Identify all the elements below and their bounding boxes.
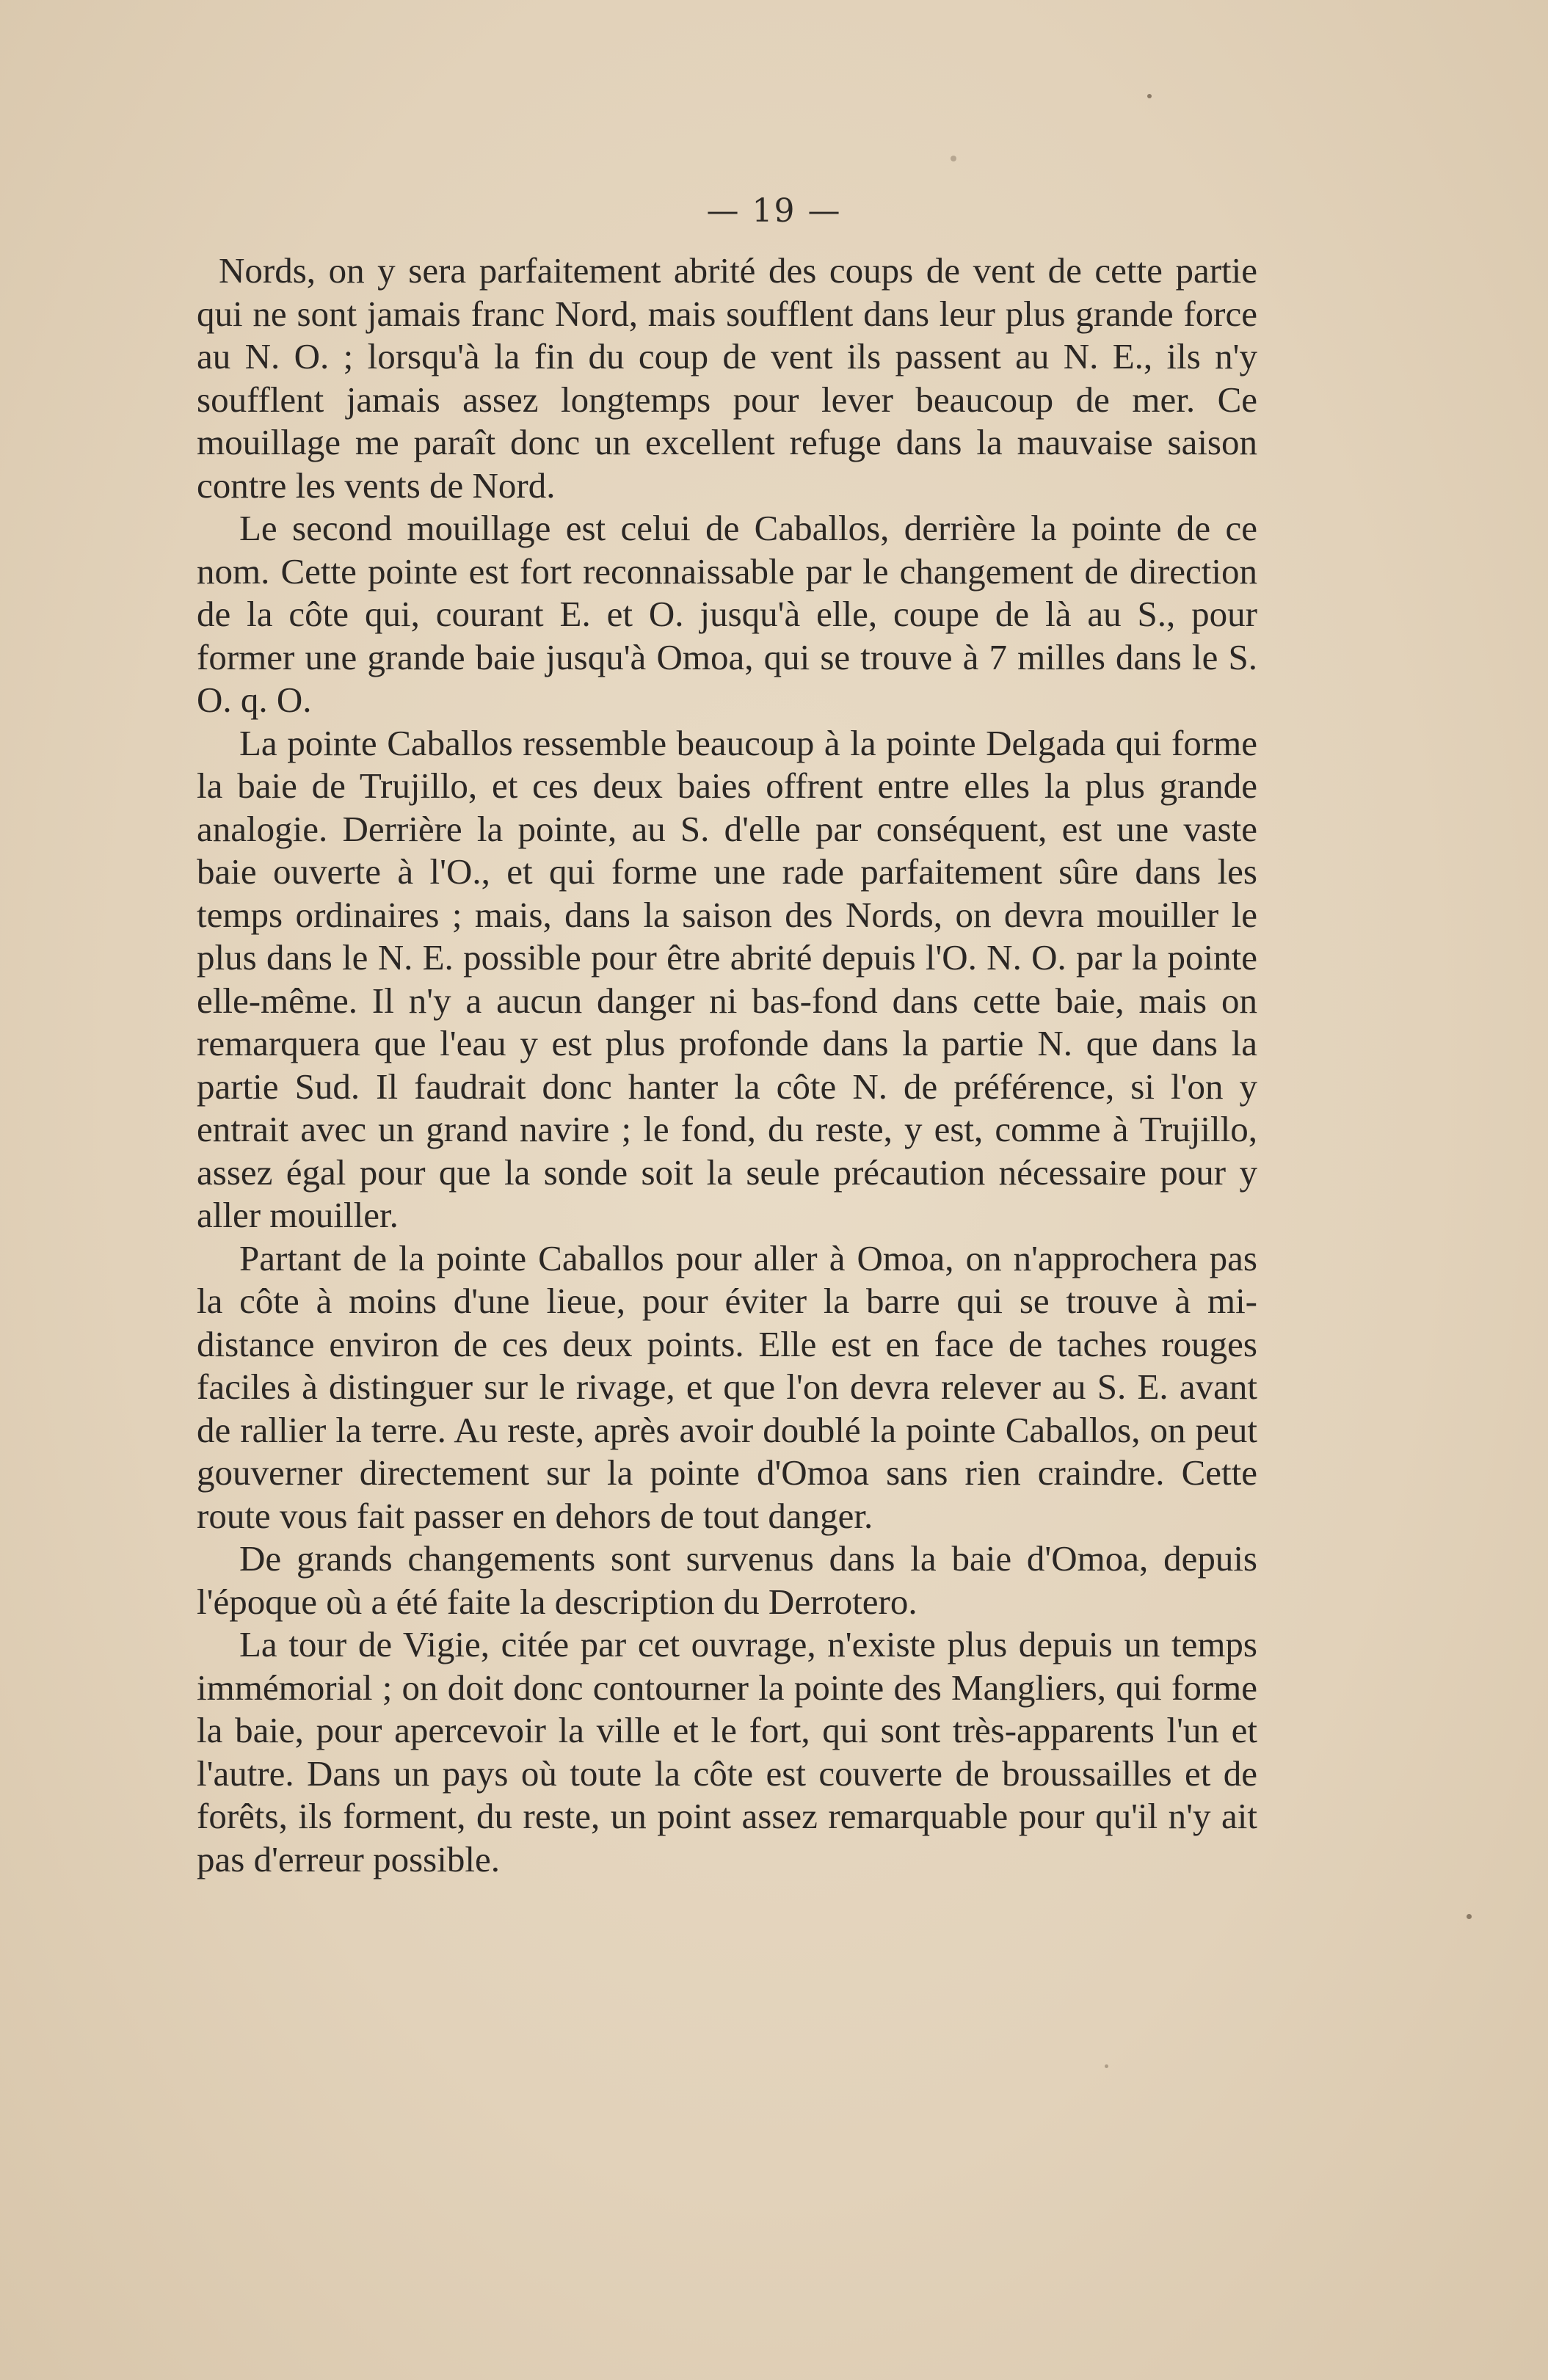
paragraph-4: Partant de la pointe Caballos pour aller à Omoa, on n'approchera pas la côte à moins d'une lieue, pour éviter la barre qui se trouve à mi-distance environ de ces deux points. Elle est en face de taches rouges faciles à distinguer sur le rivage, et que l'on devra relever au S. E. avant de rallier la terre. Au reste, après avoir doublé la pointe Caballos, on peut gouverner directement sur la pointe d'Omoa sans rien craindre. Cette route vous fait passer en dehors de tout danger. (197, 1237, 1257, 1536)
body-text (197, 250, 1257, 1881)
paper-spot (1467, 1914, 1472, 1919)
paper-spot (951, 156, 956, 161)
paragraph-5: De grands changements sont survenus dans la baie d'Omoa, depuis l'époque où a été faite la description du Derrotero. (197, 1538, 1257, 1622)
paragraph-6: La tour de Vigie, citée par cet ouvrage, n'existe plus depuis un temps immémorial ; on doit donc contourner la pointe des Mangliers, qui forme la baie, pour apercevoir la ville et le fort, qui sont très-apparents l'un et l'autre. Dans un pays où toute la côte est couverte de broussailles et de forêts, ils forment, du reste, un point assez remarquable pour qu'il n'y ait pas d'erreur possible. (197, 1624, 1257, 1879)
paragraph-1: Nords, on y sera parfaitement abrité des coups de vent de cette partie qui ne sont jamais franc Nord, mais soufflent dans leur plus grande force au N. O. ; lorsqu'à la fin du coup de vent ils passent au N. E., ils n'y soufflent jamais assez longtemps pour lever beaucoup de mer. Ce mouillage me paraît donc un excellent refuge dans la mauvaise saison contre les vents de Nord. (197, 250, 1257, 506)
paper-spot (1105, 2064, 1108, 2068)
paragraph-2: Le second mouillage est celui de Caballos, derrière la pointe de ce nom. Cette pointe est fort reconnaissable par le changement de direction de la côte qui, courant E. et O. jusqu'à elle, coupe de là au S., pour former une grande baie jusqu'à Omoa, qui se trouve à 7 milles dans le S. O. q. O. (197, 508, 1257, 720)
paragraph-3: La pointe Caballos ressemble beaucoup à la pointe Delgada qui forme la baie de Trujillo, et ces deux baies offrent entre elles la plus grande analogie. Derrière la pointe, au S. d'elle par conséquent, est une vaste baie ouverte à l'O., et qui forme une rade parfaitement sûre dans les temps ordinaires ; mais, dans la saison des Nords, on devra mouiller le plus dans le N. E. possible pour être abrité depuis l'O. N. O. par la pointe elle-même. Il n'y a aucun danger ni bas-fond dans cette baie, mais on remarquera que l'eau y est plus profonde dans la partie N. que dans la partie Sud. Il faudrait donc hanter la côte N. de préférence, si l'on y entrait avec un grand navire ; le fond, du reste, y est, comme à Trujillo, assez égal pour que la sonde soit la seule précaution nécessaire pour y aller mouiller. (197, 722, 1257, 1235)
paper-spot (1147, 94, 1152, 98)
page-number: — 19 — (706, 192, 842, 230)
